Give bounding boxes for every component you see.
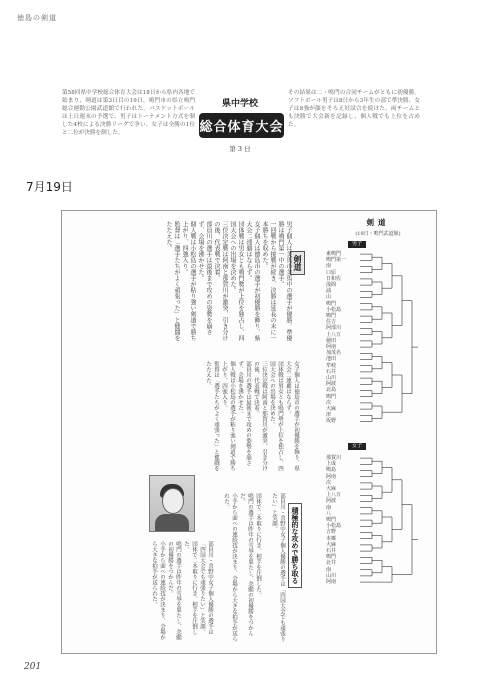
feature-heading: 積極的な攻めで勝ち取る <box>288 503 302 588</box>
boys-team-name: 阿南 <box>326 344 337 351</box>
girls-team-name: 北井 <box>326 560 337 567</box>
boys-team-name: 鳴門 <box>326 313 337 320</box>
banner-subtitle: 県中学校 <box>221 99 258 109</box>
boys-team-name: 鳴門 <box>326 393 337 400</box>
article-column: 一回戦から接戦が続き、決勝は延長の末に一本勝ちを収めた。 <box>261 221 276 341</box>
intro-text-left: 第58回県中学校総合体育大会は18日から県内各地で始まり、剣道は第3日目の19日、鳴門市の県立鳴門総合運動公園武道館で行われた。バスケットボールは土日週末の予選で、男子はトーナメント方式を制した4校による決勝リーグで争い、女子は全勝の1位と二位が決勝を制した。 <box>62 90 195 137</box>
girls-team-name: 鳴島 <box>326 467 337 474</box>
article-column: 団体戦は男女とも鳴門勢が上位を独占し、四国大会への出場を決めた。 <box>229 221 244 341</box>
feature-column: 部員川・喜野中女子個人優勝の選手は「四国大会でも頑張りたい」と笑顔。 <box>271 493 285 642</box>
feature-column: 部員川・喜野中女子個人優勝の選手は「四国大会でも頑張りたい」と笑顔。 <box>199 541 213 635</box>
boys-team-name: 加茂名 <box>326 350 342 357</box>
boys-team-name: 浅間 <box>326 282 337 289</box>
feature-column: 団体で二本取りに行き、相手を圧倒した。 <box>183 541 197 635</box>
page-header-title: 徳島の剣道 <box>17 14 57 22</box>
girls-team-name: 八 <box>326 510 332 517</box>
article-column: 男子個人は美馬市美馬中の選手が優勝、準優勝は鳴門第一中の選手。 <box>277 221 292 341</box>
article-column: 部員川の選手は最後まで攻めの姿勢を崩さず、会場を沸かせた。 <box>197 221 212 335</box>
girls-team-name: 鳴門 <box>326 517 337 524</box>
boys-team-name: 牟岐 <box>326 362 337 369</box>
girls-section-label: 女子 <box>348 443 366 450</box>
feature-column: 小手から面への連続技が決まり、会場から大きな拍手が送られた。 <box>223 493 237 642</box>
boys-team-name: 徳田 <box>326 337 337 344</box>
girls-team-name: 本郷 <box>326 535 337 542</box>
girls-team-name: 大麻 <box>326 541 337 548</box>
feature-column: 小手から面への連続技が決まり、会場から大きな拍手が送られた。 <box>151 541 165 640</box>
intro-text-right: その結果は二・鳴門の合同チームがともに初優勝。ソフトボール男子は8日から3年生の部で準決勝、女子は8強が顔をそろえ好試合を続けた。両チームとも決勝で大会新を記録し、個人戦でも上位を占めた。 <box>288 90 420 129</box>
boys-team-name: 南 <box>326 263 332 270</box>
girls-team-name: 阿波 <box>326 498 337 505</box>
boys-team-name: 東鳴門 <box>326 251 342 257</box>
boys-team-name: 石井 <box>326 368 337 375</box>
article-column: 女子個人は徳島市の選手が初優勝を飾り、県大会二連覇はならず。 <box>285 361 299 471</box>
boys-team-name: 津 <box>326 412 332 419</box>
girls-team-name: 山川 <box>326 572 337 579</box>
boys-team-name: 次 <box>326 399 332 406</box>
article-column: 個人戦は小松島の選手が粘り強い剣道で勝ち上がり、四強入り。 <box>221 361 235 471</box>
girls-team-name: 次 <box>326 479 332 486</box>
feature-column: 団体で二本取りに行き、相手を圧倒した。 <box>255 493 261 598</box>
girls-team-name: 大麻 <box>326 486 337 493</box>
girls-team-name: 石井 <box>326 548 337 555</box>
banner-title: 総合体育大会 <box>199 113 284 138</box>
article-heading: 剣道 <box>290 251 305 275</box>
boys-team-name: 阿波 <box>326 381 337 388</box>
article-column: 女子個人は徳島市の選手が初優勝を飾り、県大会二連覇はならず。 <box>245 221 260 341</box>
girls-team-name: 阿南 <box>326 579 337 586</box>
article-column: 個人戦は小松島の選手が粘り強い剣道で勝ち上がり、四強入り。 <box>181 221 196 341</box>
banner-day-label: 第 3 日 <box>229 145 251 153</box>
boys-team-name: 坂野 <box>326 418 337 425</box>
boys-team-name: 口原 <box>326 269 337 276</box>
bracket-lines <box>62 211 436 653</box>
boys-team-name: 大麻 <box>326 406 337 413</box>
feature-column: 鳴門の選手は昨年の雪辱を果たし、念願の初優勝をつかんだ。 <box>239 493 253 636</box>
girls-team-name: 小松島 <box>326 523 342 530</box>
date-heading: 7月19日 <box>26 180 73 194</box>
boys-team-name: 鳴門 <box>326 300 337 307</box>
boys-team-name: 山川 <box>326 375 337 382</box>
boys-team-name: 池田 <box>326 356 337 363</box>
girls-team-name: 南 <box>326 504 332 511</box>
bracket-subtitle: (19日・鳴門武道館) <box>355 231 401 237</box>
feature-column: 鳴門の選手は昨年の雪辱を果たし、念願の初優勝をつかんだ。 <box>167 541 181 640</box>
article-column: 監督は「選手たちがよく頑張った」と健闘をたたえた。 <box>165 221 180 341</box>
girls-team-name: 南 <box>326 566 332 573</box>
boys-team-name: 上八万 <box>326 331 342 338</box>
girls-team-name: 吉野 <box>326 529 337 536</box>
article-column: 三位決定戦は阿南と那賀川が激突、引き分けの後、代表戦で決着。 <box>253 361 267 471</box>
boys-team-name: 浦 <box>326 288 332 295</box>
boys-team-name: 鳴門第一 <box>326 257 347 264</box>
boys-section-label: 男子 <box>348 241 366 248</box>
girls-team-name: 上八万 <box>326 492 342 499</box>
article-column: 部員川の選手は最後まで攻めの姿勢を崩さず、会場を沸かせた。 <box>237 361 251 466</box>
girls-team-name: 鳴門 <box>326 554 337 561</box>
girls-team-name: 那賀川 <box>326 455 342 461</box>
girls-team-name: 阿南 <box>326 473 337 480</box>
boys-team-name: 日和佐 <box>326 275 342 282</box>
bracket-title: 剣道 <box>366 218 390 227</box>
page-number: 201 <box>24 662 42 672</box>
boys-team-name: 山 <box>326 294 332 301</box>
boys-team-name: 阿部川 <box>326 325 342 332</box>
boys-team-name: 住吉 <box>326 319 337 326</box>
article-column: 三位決定戦は阿南と那賀川が激突、引き分けの後、代表戦で決着。 <box>213 221 228 341</box>
article-column: 監督は「選手たちがよく頑張った」と健闘をたたえた。 <box>205 361 219 471</box>
boys-team-name: 小松島 <box>326 306 342 313</box>
article-column: 団体戦は男女とも鳴門勢が上位を独占し、四国大会への出場を決めた。 <box>269 361 283 471</box>
newspaper-clipping <box>61 210 437 654</box>
girls-team-name: 上成 <box>326 461 337 468</box>
boys-team-name: 北島 <box>326 387 337 394</box>
